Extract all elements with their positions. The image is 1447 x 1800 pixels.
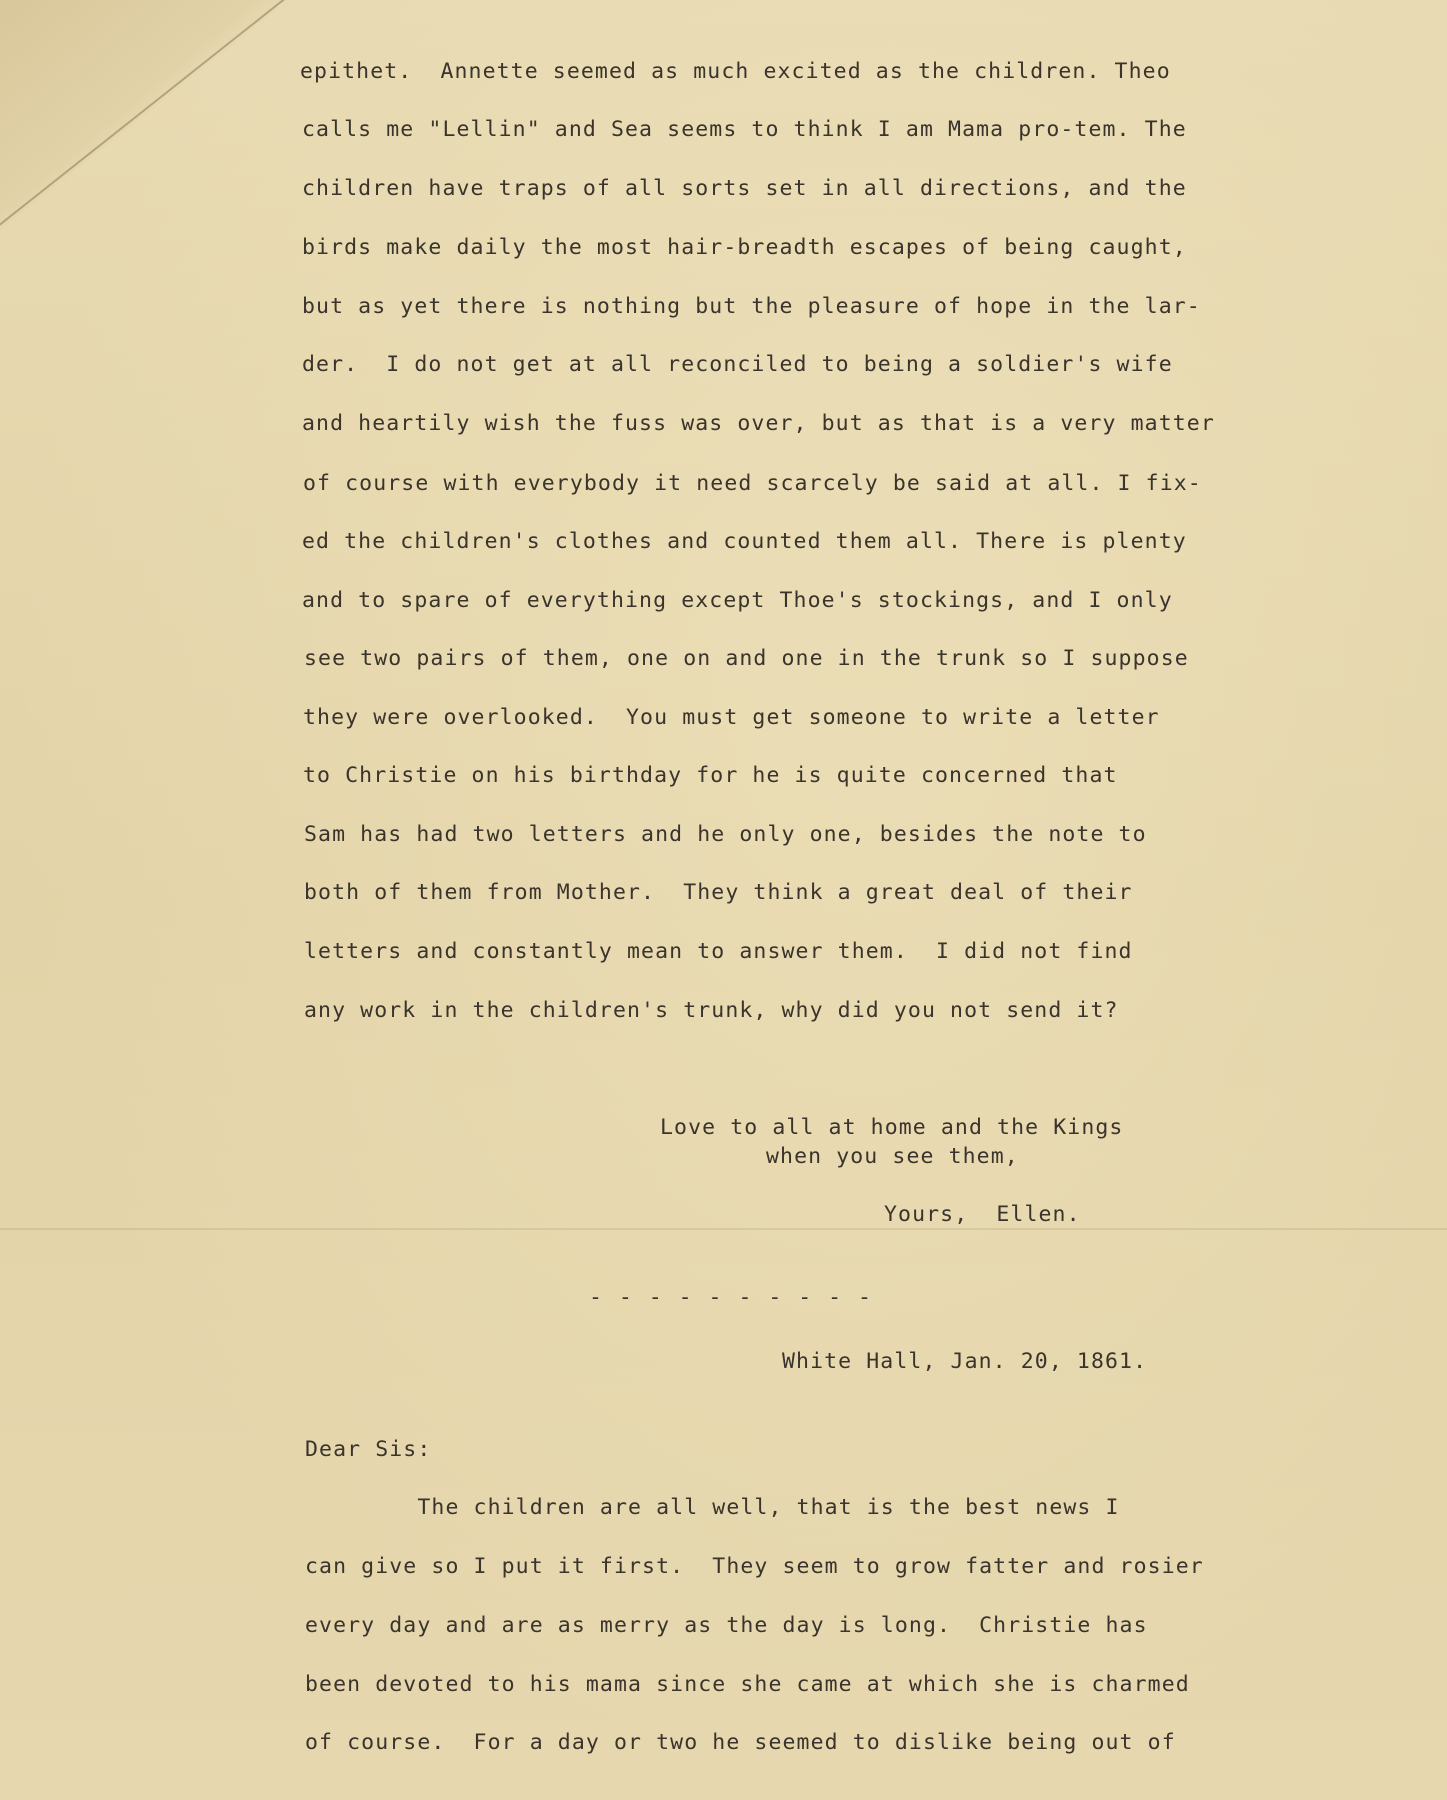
signature: Yours, Ellen. bbox=[884, 1202, 1081, 1227]
letter1-line: of course with everybody it need scarcely be said at all. I fix- bbox=[303, 471, 1202, 496]
folded-corner bbox=[0, 0, 290, 230]
letter1-line: any work in the children's trunk, why did you not send it? bbox=[304, 998, 1119, 1023]
letter1-line: calls me "Lellin" and Sea seems to think I am Mama pro-tem. The bbox=[302, 117, 1187, 142]
letter1-line: both of them from Mother. They think a great deal of their bbox=[304, 880, 1133, 905]
letter1-line: epithet. Annette seemed as much excited as the children. Theo bbox=[300, 59, 1171, 84]
letter1-line: der. I do not get at all reconciled to being a soldier's wife bbox=[302, 352, 1173, 377]
letter1-line: and to spare of everything except Thoe's stockings, and I only bbox=[302, 588, 1173, 613]
letter1-line: ed the children's clothes and counted them all. There is plenty bbox=[302, 529, 1187, 554]
letter1-line: children have traps of all sorts set in all directions, and the bbox=[302, 176, 1187, 201]
letter2-line: The children are all well, that is the best news I bbox=[305, 1495, 1120, 1520]
letter1-line: to Christie on his birthday for he is quite concerned that bbox=[303, 763, 1118, 788]
letter1-line: Sam has had two letters and he only one, besides the note to bbox=[304, 822, 1147, 847]
closing-line: when you see them, bbox=[766, 1144, 1019, 1169]
letter1-line: birds make daily the most hair-breadth escapes of being caught, bbox=[302, 235, 1187, 260]
letter2-line: been devoted to his mama since she came at which she is charmed bbox=[305, 1672, 1190, 1697]
closing-line: Love to all at home and the Kings bbox=[660, 1115, 1124, 1140]
letter1-line: but as yet there is nothing but the pleasure of hope in the lar- bbox=[302, 294, 1201, 319]
folded-corner-shadow bbox=[0, 0, 290, 230]
letter2-line: can give so I put it first. They seem to grow fatter and rosier bbox=[305, 1554, 1204, 1579]
dateline: White Hall, Jan. 20, 1861. bbox=[782, 1349, 1148, 1374]
paper-fold-line bbox=[0, 1228, 1447, 1230]
letter1-line: they were overlooked. You must get someone to write a letter bbox=[303, 705, 1160, 730]
salutation: Dear Sis: bbox=[305, 1437, 432, 1462]
letter2-line: of course. For a day or two he seemed to dislike being out of bbox=[305, 1730, 1176, 1755]
letter1-line: see two pairs of them, one on and one in the trunk so I suppose bbox=[304, 646, 1189, 671]
letter1-line: letters and constantly mean to answer them. I did not find bbox=[304, 939, 1133, 964]
letter1-line: and heartily wish the fuss was over, but as that is a very matter bbox=[302, 411, 1215, 436]
section-separator: - - - - - - - - - - bbox=[589, 1284, 873, 1310]
letter2-line: every day and are as merry as the day is long. Christie has bbox=[305, 1613, 1148, 1638]
